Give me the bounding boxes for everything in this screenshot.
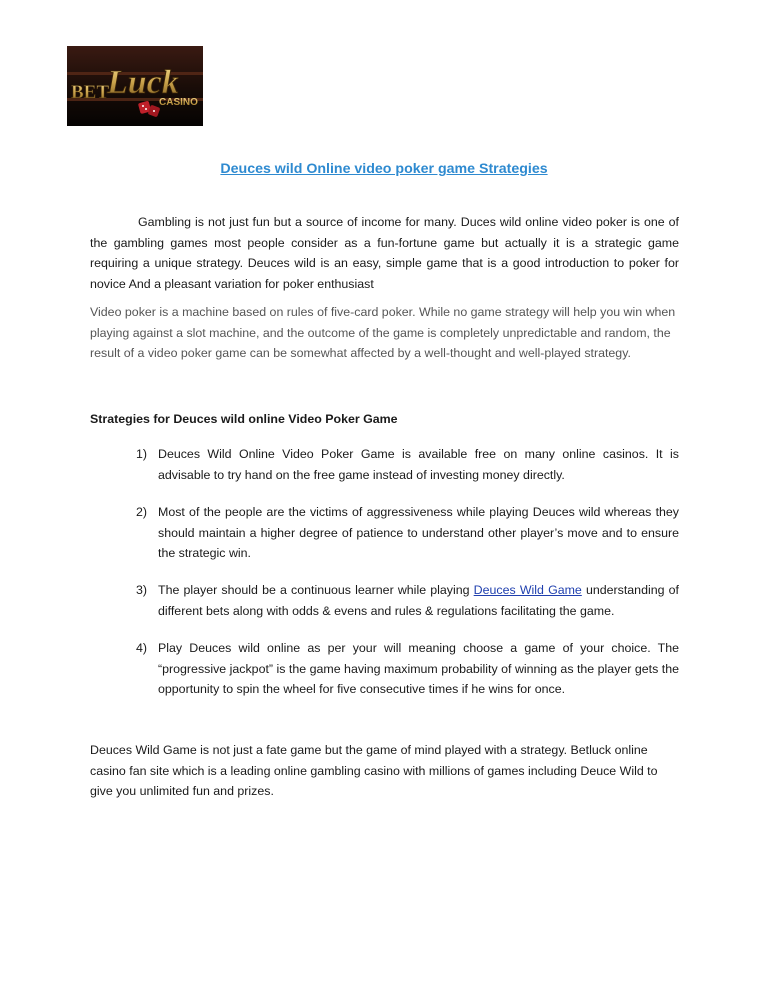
betluck-casino-logo[interactable]: [67, 46, 203, 126]
strategy-text-before: The player should be a continuous learner while playing: [158, 583, 474, 597]
strategy-number: 1): [136, 447, 148, 461]
strategy-item-3: [136, 580, 679, 621]
logo-graphic: [67, 46, 203, 126]
logo-casino-text: CASINO: [159, 97, 198, 108]
intro-paragraph: [90, 212, 679, 294]
strategy-text: Deuces Wild Online Video Poker Game is available free on many online casinos. It is advisable to try hand on the free game instead of investing money directly.: [158, 447, 679, 482]
strategy-number: 2): [136, 505, 148, 519]
strategies-heading: Strategies for Deuces wild online Video Poker Game: [90, 412, 398, 426]
strategy-text: Play Deuces wild online as per your will meaning choose a game of your choice. The “progressive jackpot” is the game having maximum probability of winning as the player gets the opportunity to spin the wheel for five consecutive times if he wins for once.: [158, 641, 679, 696]
deuces-wild-game-link[interactable]: Deuces Wild Game: [473, 583, 582, 597]
logo-luck-text: Luck: [107, 64, 179, 101]
intro-paragraph-text: Gambling is not just fun but a source of income for many. Duces wild online video poker is one of the gambling games most people consider as a fun-fortune game but actually it is a strategic game requiring a unique strategy. Deuces wild is an easy, simple game that is a good introduction to poker for novice And a pleasant variation for poker enthusiast: [90, 215, 679, 291]
strategy-item-2: [136, 502, 679, 564]
strategy-number: 4): [136, 641, 148, 655]
strategy-item-4: [136, 638, 679, 700]
strategy-number: 3): [136, 583, 148, 597]
closing-paragraph: Deuces Wild Game is not just a fate game but the game of mind played with a strategy. Betluck online casino fan site which is a leading online gambling casino with millions of games including Deuce Wild to give you unlimited fun and prizes.: [90, 743, 658, 798]
strategy-text-after: understanding of different bets along with odds & evens and rules & regulations facilitating the game.: [158, 583, 679, 618]
video-poker-paragraph: Video poker is a machine based on rules of five-card poker. While no game strategy will help you win when playing against a slot machine, and the outcome of the game is completely unpredictable and random, the result of a video poker game can be somewhat affected by a well-thought and well-played strategy.: [90, 305, 676, 360]
logo-bet-text: BET: [71, 82, 110, 103]
page-title[interactable]: Deuces wild Online video poker game Strategies: [220, 161, 548, 177]
strategy-item-1: [136, 444, 679, 485]
strategy-text: Most of the people are the victims of aggressiveness while playing Deuces wild whereas they should maintain a higher degree of patience to understand other player’s move and to ensure the strategic win.: [158, 505, 679, 560]
